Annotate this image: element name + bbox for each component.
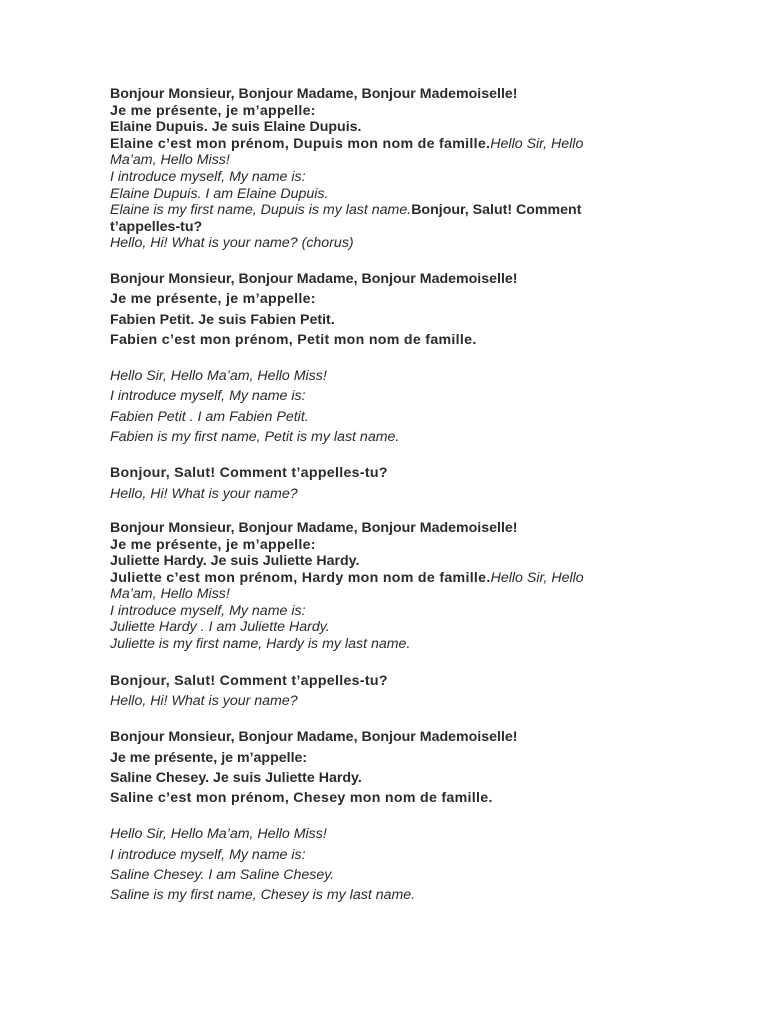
first-last-name-french: Fabien c’est mon prénom, Petit mon nom de famille. [110, 331, 477, 348]
question-english: Hello, Hi! What is your name? [110, 692, 298, 709]
question-french-end: t’appelles-tu? [110, 218, 203, 235]
first-last-name-french: Elaine c’est mon prénom, Dupuis mon nom de famille. [110, 135, 491, 152]
introduction-line: Je me présente, je m’appelle: [110, 102, 316, 119]
greeting-line: Bonjour Monsieur, Bonjour Madame, Bonjour Mademoiselle! [110, 86, 518, 102]
introduction-english: I introduce myself, My name is: [110, 168, 306, 185]
verse-saline [110, 727, 650, 905]
verse-juliette [110, 520, 650, 653]
name-english: Saline Chesey. I am Saline Chesey. [110, 867, 335, 884]
introduction-english: I introduce myself, My name is: [110, 602, 306, 619]
name-line: Saline Chesey. Je suis Juliette Hardy. [110, 769, 362, 786]
name-line: Fabien Petit. Je suis Fabien Petit. [110, 311, 335, 328]
name-english: Elaine Dupuis. I am Elaine Dupuis. [110, 185, 329, 202]
greeting-line: Bonjour Monsieur, Bonjour Madame, Bonjour Mademoiselle! [110, 519, 518, 536]
greeting-line: Bonjour Monsieur, Bonjour Madame, Bonjour Mademoiselle! [110, 729, 518, 746]
first-last-name-line [110, 136, 650, 153]
name-line: Elaine Dupuis. Je suis Elaine Dupuis. [110, 119, 362, 136]
greeting-english-start: Hello Sir, Hello [490, 569, 584, 586]
first-last-name-english: Elaine is my first name, Dupuis is my last name. [110, 202, 412, 219]
name-line: Juliette Hardy. Je suis Juliette Hardy. [110, 553, 360, 570]
introduction-line: Je me présente, je m’appelle: [110, 291, 316, 308]
greeting-line: Bonjour Monsieur, Bonjour Madame, Bonjour Mademoiselle! [110, 270, 518, 287]
name-english: Fabien Petit . I am Fabien Petit. [110, 408, 309, 425]
introduction-line: Je me présente, je m’appelle: [110, 536, 316, 553]
first-last-name-french: Juliette c’est mon prénom, Hardy mon nom de famille. [110, 569, 491, 586]
verse-fabien [110, 269, 650, 504]
introduction-english: I introduce myself, My name is: [110, 846, 306, 863]
question-french: Bonjour, Salut! Comment t’appelles-tu? [110, 465, 388, 482]
chorus-juliette [110, 671, 650, 712]
introduction-english: I introduce myself, My name is: [110, 388, 306, 405]
first-last-name-line [110, 570, 650, 587]
greeting-english-end: Ma’am, Hello Miss! [110, 586, 230, 603]
question-french: Bonjour, Salut! Comment t’appelles-tu? [110, 672, 388, 689]
name-english: Juliette Hardy . I am Juliette Hardy. [110, 619, 330, 636]
first-last-name-english: Juliette is my first name, Hardy is my last name. [110, 636, 411, 653]
greeting-english-start: Hello Sir, Hello [490, 135, 584, 152]
introduction-line: Je me présente, je m’appelle: [110, 749, 308, 766]
verse-elaine [110, 86, 650, 252]
first-last-name-english: Saline is my first name, Chesey is my last name. [110, 887, 416, 904]
first-last-name-english: Fabien is my first name, Petit is my last name. [110, 429, 400, 446]
question-french-start: Bonjour, Salut! Comment [411, 202, 582, 219]
greeting-english: Hello Sir, Hello Ma’am, Hello Miss! [110, 826, 327, 843]
greeting-english: Hello Sir, Hello Ma’am, Hello Miss! [110, 368, 327, 385]
document-page [110, 86, 650, 906]
first-last-name-french: Saline c’est mon prénom, Chesey mon nom de famille. [110, 790, 493, 807]
question-english: Hello, Hi! What is your name? [110, 485, 298, 502]
first-last-name-english-line [110, 202, 650, 219]
question-english: Hello, Hi! What is your name? (chorus) [110, 235, 354, 252]
greeting-english-end: Ma’am, Hello Miss! [110, 152, 230, 169]
